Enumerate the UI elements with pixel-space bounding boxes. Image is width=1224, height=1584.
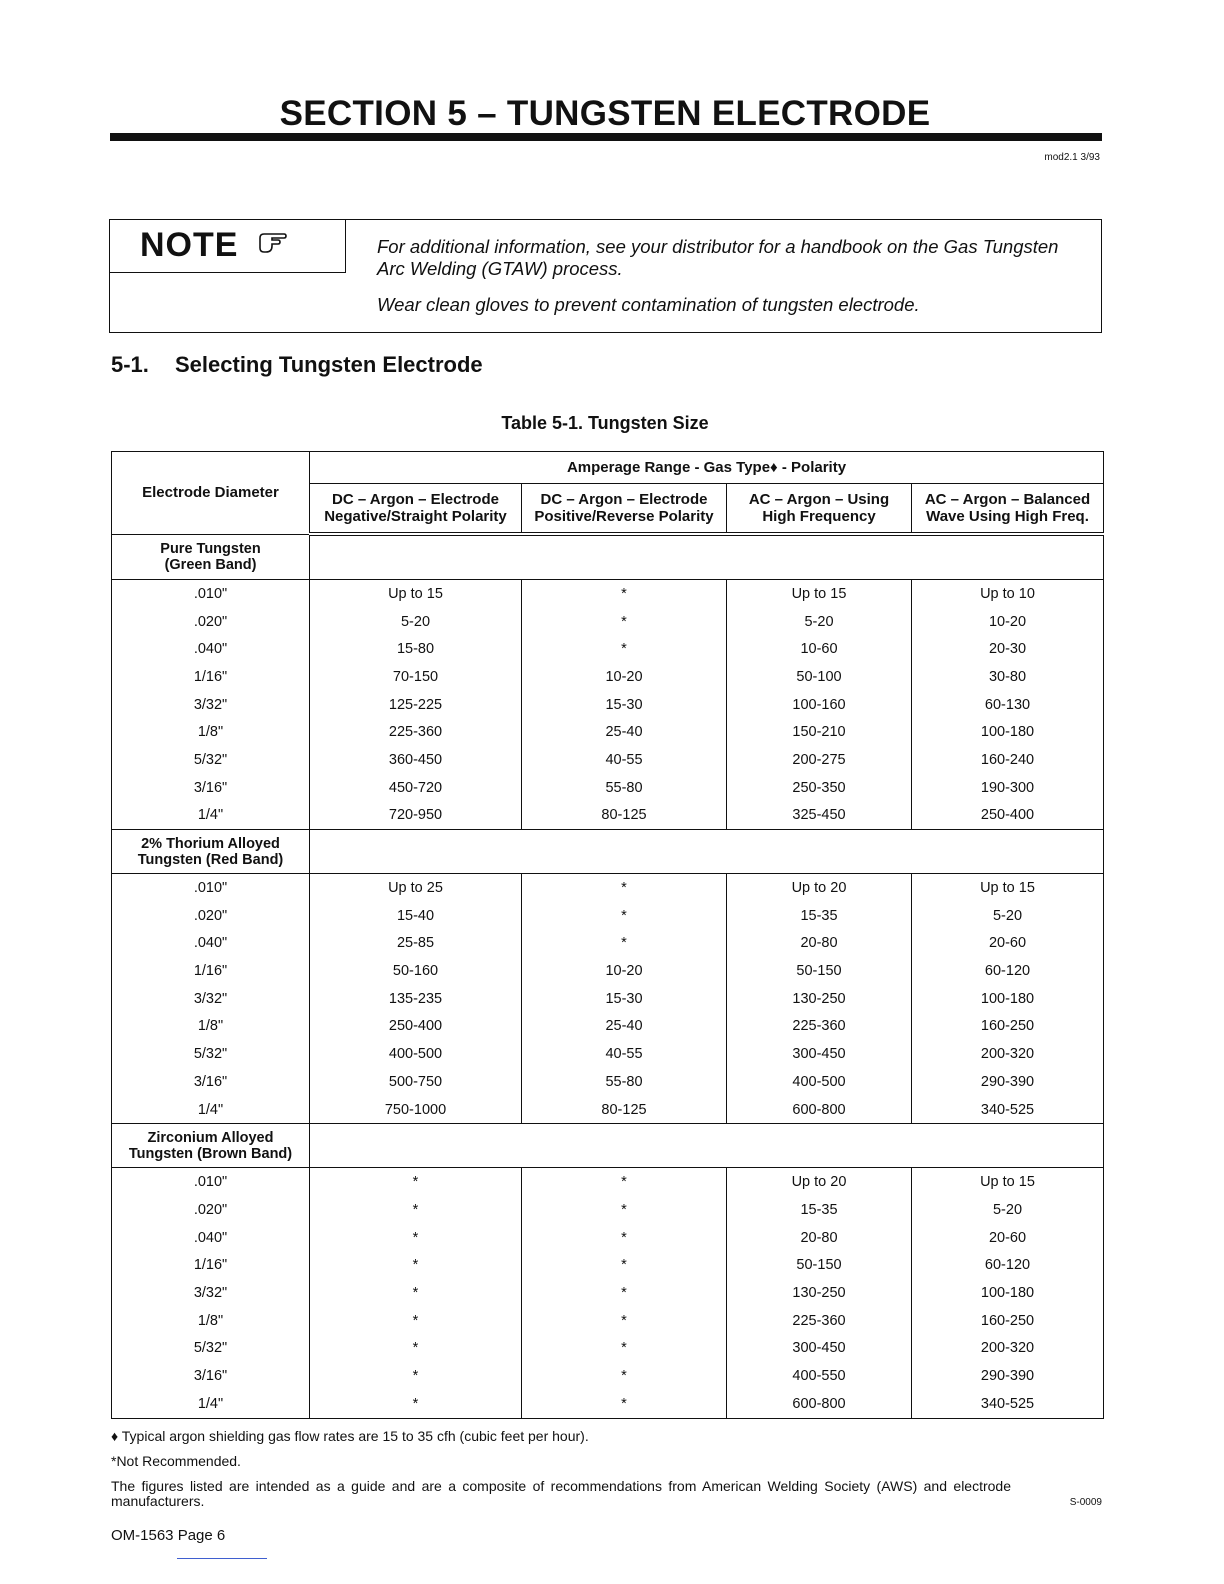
table-row (112, 1168, 1104, 1196)
amperage-cell: 325-450 (727, 802, 912, 830)
amperage-cell: 250-400 (310, 1013, 522, 1041)
amperage-cell: 250-350 (727, 774, 912, 802)
diameter-cell: 1/8" (112, 718, 310, 746)
amperage-cell: 15-30 (522, 985, 727, 1013)
amperage-cell: 225-360 (310, 718, 522, 746)
diameter-cell: .010" (112, 874, 310, 902)
subsection-number: 5-1. (111, 352, 149, 377)
amperage-cell: 15-35 (727, 902, 912, 930)
amperage-cell: 10-20 (912, 608, 1104, 636)
amperage-cell: * (522, 1307, 727, 1335)
section-title: SECTION 5 – TUNGSTEN ELECTRODE (279, 94, 931, 133)
amperage-cell: 5-20 (727, 608, 912, 636)
diameter-cell: .020" (112, 1196, 310, 1224)
amperage-cell: 100-180 (912, 985, 1104, 1013)
amperage-cell: 340-525 (912, 1096, 1104, 1124)
amperage-cell: Up to 15 (912, 1168, 1104, 1196)
amperage-cell: 80-125 (522, 802, 727, 830)
diameter-cell: 1/16" (112, 957, 310, 985)
amperage-cell: * (522, 1196, 727, 1224)
subsection-title: Selecting Tungsten Electrode (175, 352, 483, 377)
footnote-not-recommended: *Not Recommended. (111, 1453, 241, 1469)
diameter-cell: 5/32" (112, 746, 310, 774)
table-row (112, 1013, 1104, 1041)
table-row (112, 718, 1104, 746)
group-row (112, 830, 1104, 874)
table-caption: Table 5-1. Tungsten Size (501, 413, 709, 433)
table-row (112, 1279, 1104, 1307)
amperage-cell: * (522, 580, 727, 608)
amperage-cell: 10-20 (522, 957, 727, 985)
amperage-cell: 225-360 (727, 1013, 912, 1041)
amperage-cell: 60-130 (912, 691, 1104, 719)
diameter-cell: 5/32" (112, 1040, 310, 1068)
amperage-cell: 200-320 (912, 1040, 1104, 1068)
amperage-cell: * (522, 930, 727, 958)
table-row (112, 802, 1104, 830)
amperage-cell: 20-60 (912, 1224, 1104, 1252)
amperage-cell: 450-720 (310, 774, 522, 802)
amperage-cell: 400-500 (310, 1040, 522, 1068)
diameter-cell: .040" (112, 930, 310, 958)
group-empty-cell (310, 534, 1104, 580)
amperage-cell: 20-60 (912, 930, 1104, 958)
amperage-cell: 10-20 (522, 663, 727, 691)
table-row (112, 902, 1104, 930)
diameter-cell: .020" (112, 902, 310, 930)
table-body (112, 534, 1104, 1418)
table-row (112, 691, 1104, 719)
amperage-cell: 5-20 (912, 902, 1104, 930)
amperage-cell: 600-800 (727, 1390, 912, 1418)
pointing-hand-icon (258, 232, 288, 254)
amperage-cell: 135-235 (310, 985, 522, 1013)
amperage-cell: 60-120 (912, 1251, 1104, 1279)
amperage-cell: 400-550 (727, 1362, 912, 1390)
amperage-cell: 20-80 (727, 1224, 912, 1252)
subsection-heading (111, 352, 483, 378)
amperage-cell: 55-80 (522, 1068, 727, 1096)
table-row (112, 774, 1104, 802)
amperage-cell: 70-150 (310, 663, 522, 691)
amperage-cell: * (522, 1362, 727, 1390)
amperage-cell: * (522, 874, 727, 902)
table-row (112, 1307, 1104, 1335)
amperage-cell: Up to 10 (912, 580, 1104, 608)
group-label: Pure Tungsten (Green Band) (112, 534, 310, 580)
diameter-cell: .010" (112, 1168, 310, 1196)
amperage-cell: 25-40 (522, 1013, 727, 1041)
amperage-cell: * (522, 1279, 727, 1307)
amperage-cell: 15-40 (310, 902, 522, 930)
amperage-cell: * (310, 1307, 522, 1335)
amperage-cell: Up to 15 (912, 874, 1104, 902)
table-row (112, 1335, 1104, 1363)
group-row (112, 534, 1104, 580)
table-row (112, 1390, 1104, 1418)
amperage-cell: * (522, 1390, 727, 1418)
amperage-cell: 50-160 (310, 957, 522, 985)
amperage-cell: 125-225 (310, 691, 522, 719)
diameter-cell: 3/16" (112, 1362, 310, 1390)
group-label: 2% Thorium Alloyed Tungsten (Red Band) (112, 830, 310, 874)
electrode-diameter-header: Electrode Diameter (112, 452, 310, 535)
amperage-cell: 10-60 (727, 635, 912, 663)
document-code: S-0009 (1069, 1497, 1102, 1508)
amperage-cell: 40-55 (522, 746, 727, 774)
amperage-cell: 30-80 (912, 663, 1104, 691)
table-row (112, 985, 1104, 1013)
amperage-cell: 360-450 (310, 746, 522, 774)
table-row (112, 580, 1104, 608)
amperage-cell: * (522, 608, 727, 636)
amperage-cell: 130-250 (727, 1279, 912, 1307)
amperage-cell: Up to 20 (727, 874, 912, 902)
amperage-cell: 160-240 (912, 746, 1104, 774)
amperage-cell: 400-500 (727, 1068, 912, 1096)
col-header-ac-balanced: AC – Argon – Balanced Wave Using High Freq. (912, 484, 1104, 535)
amperage-cell: 720-950 (310, 802, 522, 830)
tungsten-size-table (111, 451, 1104, 1419)
diameter-cell: 1/4" (112, 1096, 310, 1124)
amperage-cell: 160-250 (912, 1307, 1104, 1335)
amperage-cell: * (310, 1390, 522, 1418)
amperage-cell: Up to 25 (310, 874, 522, 902)
note-tab (110, 220, 346, 273)
diameter-cell: 1/8" (112, 1013, 310, 1041)
amperage-cell: 50-150 (727, 1251, 912, 1279)
amperage-cell: 300-450 (727, 1335, 912, 1363)
diameter-cell: .040" (112, 1224, 310, 1252)
amperage-cell: 500-750 (310, 1068, 522, 1096)
amperage-cell: * (522, 902, 727, 930)
group-label: Zirconium Alloyed Tungsten (Brown Band) (112, 1124, 310, 1168)
amperage-cell: 290-390 (912, 1362, 1104, 1390)
diameter-cell: .040" (112, 635, 310, 663)
footnote-guide: The figures listed are intended as a guide and are a composite of recommendations from American Welding Society (AWS) and electrode manufacturers. (111, 1478, 1011, 1509)
amperage-cell: * (310, 1224, 522, 1252)
table-row (112, 1196, 1104, 1224)
amperage-cell: 290-390 (912, 1068, 1104, 1096)
amperage-cell: 5-20 (310, 608, 522, 636)
diameter-cell: 3/16" (112, 774, 310, 802)
amperage-cell: 225-360 (727, 1307, 912, 1335)
col-header-ac-hf: AC – Argon – Using High Frequency (727, 484, 912, 535)
table-row (112, 1362, 1104, 1390)
table-row (112, 608, 1104, 636)
amperage-cell: 130-250 (727, 985, 912, 1013)
note-label: NOTE (140, 226, 239, 264)
revision-code: mod2.1 3/93 (1044, 152, 1100, 163)
amperage-cell: * (522, 635, 727, 663)
amperage-range-header: Amperage Range - Gas Type♦ - Polarity (310, 452, 1104, 484)
amperage-cell: 80-125 (522, 1096, 727, 1124)
table-row (112, 1224, 1104, 1252)
title-rule (110, 133, 1102, 141)
diameter-cell: 1/16" (112, 663, 310, 691)
amperage-cell: 20-80 (727, 930, 912, 958)
diameter-cell: 3/32" (112, 985, 310, 1013)
amperage-cell: 60-120 (912, 957, 1104, 985)
table-row (112, 663, 1104, 691)
amperage-cell: * (310, 1196, 522, 1224)
amperage-cell: * (522, 1168, 727, 1196)
amperage-cell: 200-275 (727, 746, 912, 774)
note-box (109, 219, 1102, 333)
link-underline (177, 1558, 267, 1559)
amperage-cell: 25-40 (522, 718, 727, 746)
page-number: OM-1563 Page 6 (111, 1527, 226, 1544)
amperage-cell: * (310, 1251, 522, 1279)
amperage-cell: 600-800 (727, 1096, 912, 1124)
diameter-cell: .010" (112, 580, 310, 608)
table-row (112, 746, 1104, 774)
table-row (112, 1040, 1104, 1068)
amperage-cell: * (310, 1168, 522, 1196)
amperage-cell: * (522, 1251, 727, 1279)
amperage-cell: 15-80 (310, 635, 522, 663)
amperage-cell: 100-160 (727, 691, 912, 719)
table-row (112, 957, 1104, 985)
table-row (112, 635, 1104, 663)
amperage-cell: 15-30 (522, 691, 727, 719)
amperage-cell: 340-525 (912, 1390, 1104, 1418)
diameter-cell: 5/32" (112, 1335, 310, 1363)
amperage-cell: 5-20 (912, 1196, 1104, 1224)
group-empty-cell (310, 830, 1104, 874)
col-header-dcep: DC – Argon – Electrode Positive/Reverse Polarity (522, 484, 727, 535)
amperage-cell: Up to 15 (310, 580, 522, 608)
amperage-cell: 15-35 (727, 1196, 912, 1224)
col-header-dcen: DC – Argon – Electrode Negative/Straight Polarity (310, 484, 522, 535)
diameter-cell: 1/4" (112, 802, 310, 830)
diameter-cell: 3/16" (112, 1068, 310, 1096)
note-line-gloves: Wear clean gloves to prevent contamination of tungsten electrode. (377, 294, 920, 315)
amperage-cell: 55-80 (522, 774, 727, 802)
amperage-cell: 160-250 (912, 1013, 1104, 1041)
amperage-cell: * (310, 1362, 522, 1390)
amperage-cell: 250-400 (912, 802, 1104, 830)
table-row (112, 1068, 1104, 1096)
amperage-cell: 25-85 (310, 930, 522, 958)
diameter-cell: 1/16" (112, 1251, 310, 1279)
amperage-cell: 100-180 (912, 1279, 1104, 1307)
diameter-cell: 1/8" (112, 1307, 310, 1335)
amperage-cell: 50-150 (727, 957, 912, 985)
amperage-cell: 150-210 (727, 718, 912, 746)
amperage-cell: * (522, 1224, 727, 1252)
amperage-cell: Up to 15 (727, 580, 912, 608)
amperage-cell: 190-300 (912, 774, 1104, 802)
diameter-cell: 3/32" (112, 1279, 310, 1307)
note-line-handbook: For additional information, see your distributor for a handbook on the Gas Tungsten Arc Welding (GTAW) process. (377, 236, 1059, 279)
table-row (112, 930, 1104, 958)
amperage-cell: * (310, 1335, 522, 1363)
amperage-cell: Up to 20 (727, 1168, 912, 1196)
diameter-cell: .020" (112, 608, 310, 636)
amperage-cell: 100-180 (912, 718, 1104, 746)
group-row (112, 1124, 1104, 1168)
table-row (112, 874, 1104, 902)
table-row (112, 1096, 1104, 1124)
table-row (112, 1251, 1104, 1279)
diameter-cell: 1/4" (112, 1390, 310, 1418)
amperage-cell: 300-450 (727, 1040, 912, 1068)
amperage-cell: * (522, 1335, 727, 1363)
group-empty-cell (310, 1124, 1104, 1168)
footnote-gas-flow: ♦ Typical argon shielding gas flow rates are 15 to 35 cfh (cubic feet per hour). (111, 1428, 589, 1444)
diameter-cell: 3/32" (112, 691, 310, 719)
amperage-cell: 40-55 (522, 1040, 727, 1068)
amperage-cell: 50-100 (727, 663, 912, 691)
amperage-cell: 750-1000 (310, 1096, 522, 1124)
amperage-cell: 20-30 (912, 635, 1104, 663)
amperage-cell: 200-320 (912, 1335, 1104, 1363)
amperage-cell: * (310, 1279, 522, 1307)
